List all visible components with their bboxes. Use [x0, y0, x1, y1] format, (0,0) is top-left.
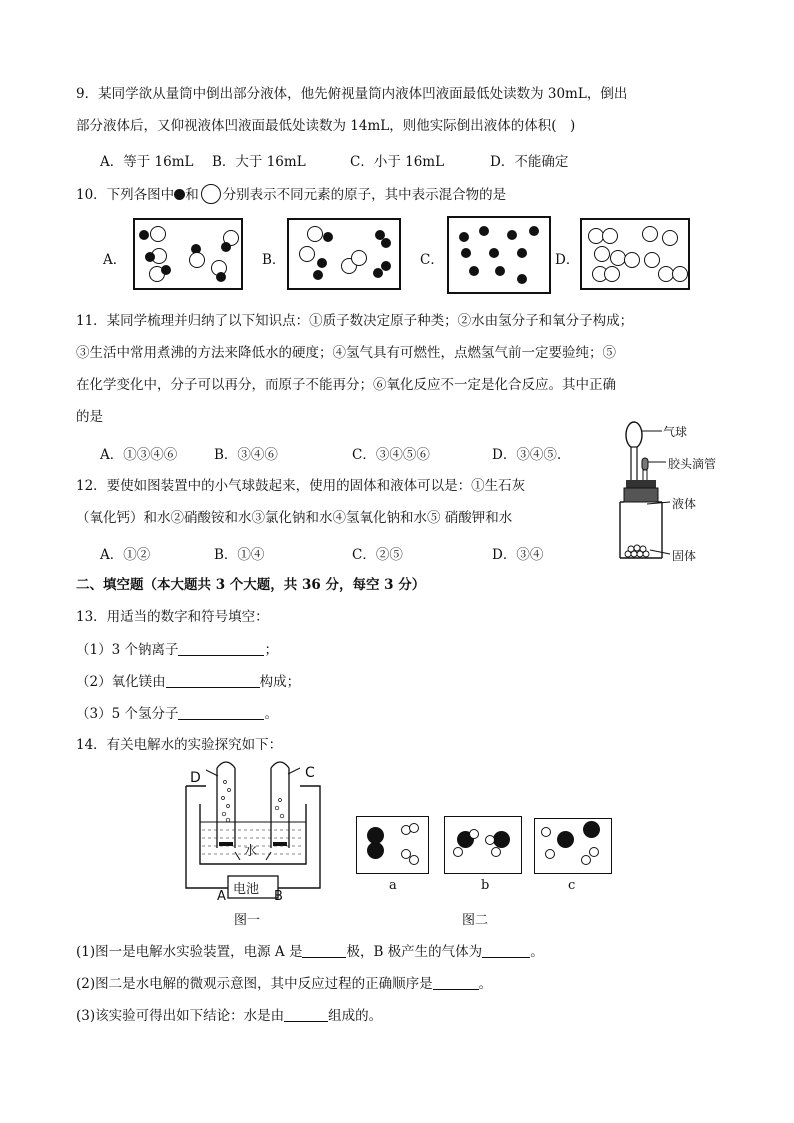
q12-option-a: A．①② [100, 547, 151, 563]
hollow-atom-icon [189, 252, 205, 268]
micro-box-c [534, 818, 612, 874]
oxygen-atom-icon [583, 821, 600, 838]
hydrogen-atom-icon [485, 835, 495, 845]
filled-atom-icon [495, 266, 505, 276]
q13-item2-text: （2）氧化镁由 [76, 674, 166, 690]
terminal-a-label: A [217, 889, 226, 904]
hydrogen-atom-icon [409, 823, 419, 833]
filled-atom-icon [381, 261, 391, 271]
q14-sub1-text-b: 极，B 极产生的气体为 [346, 944, 483, 960]
q14-sub1 [76, 943, 544, 960]
q11-line4: 的是 [76, 409, 103, 425]
filled-atom-icon [216, 272, 226, 282]
q9-option-b: B．大于 16mL [212, 154, 306, 170]
q11-option-b: B．③④⑥ [214, 447, 278, 463]
terminal-b-label: B [274, 889, 283, 904]
q10-stem-b: 和 [185, 187, 199, 203]
q13-stem: 13．用适当的数字和符号填空： [76, 609, 269, 625]
q13-item1-punct: ； [264, 642, 278, 658]
oxygen-atom-icon [493, 831, 510, 848]
answer-blank[interactable] [302, 943, 346, 958]
filled-atom-icon [161, 265, 171, 275]
q11-line1: 11．某同学梳理并归纳了以下知识点：①质子数决定原子种类；②水由氢分子和氧分子构成； [76, 313, 634, 329]
hollow-atom-icon [351, 250, 367, 266]
q13-item2 [76, 673, 300, 690]
figure2-caption: 图二 [462, 913, 489, 928]
q14-sub2-text-b: 。 [478, 976, 493, 992]
q10-box-c [447, 216, 551, 294]
hydrogen-atom-icon [491, 847, 501, 857]
electrode-c-label: C [305, 765, 315, 781]
q13-item3 [76, 705, 278, 722]
filled-atom-icon [145, 252, 155, 262]
water-label: 水 [244, 844, 258, 859]
q10-label-b: B． [262, 252, 286, 268]
q10-box-a [133, 218, 243, 290]
answer-blank[interactable] [284, 1007, 328, 1022]
hollow-atom-icon [604, 266, 620, 282]
filled-atom-icon [313, 270, 323, 280]
q14-sub3 [76, 1007, 382, 1024]
q14-sub1-text-a: (1)图一是电解水实验装置，电源 A 是 [76, 944, 303, 960]
electrode-d-label: D [190, 770, 201, 786]
hydrogen-atom-icon [589, 847, 599, 857]
hydrogen-atom-icon [545, 849, 555, 859]
section-heading: 二、填空题（本大题共 3 个大题，共 36 分，每空 3 分） [76, 577, 426, 593]
hollow-atom-icon [644, 252, 660, 268]
battery-label: 电池 [233, 882, 260, 897]
q10-label-d: D． [555, 252, 580, 268]
hydrogen-atom-icon [453, 847, 463, 857]
filled-atom-icon [469, 266, 479, 276]
answer-blank[interactable] [178, 705, 264, 720]
micro-label-a: a [389, 878, 397, 893]
balloon-apparatus-figure [600, 418, 740, 568]
oxygen-atom-icon [557, 831, 574, 848]
q14-stem: 14．有关电解水的实验探究如下： [76, 737, 283, 753]
filled-atom-icon [529, 226, 539, 236]
q11-line3: 在化学变化中，分子可以再分，而原子不能再分；⑥氧化反应不一定是化合反应。其中正确 [76, 377, 616, 393]
filled-atom-icon [174, 189, 185, 200]
q9-line2: 部分液体后，又仰视液体凹液面最低处读数为 14mL，则他实际倒出液体的体积( ) [76, 118, 576, 134]
filled-atom-icon [221, 242, 231, 252]
filled-atom-icon [517, 248, 527, 258]
q11-option-a: A．①③④⑥ [100, 447, 178, 463]
filled-atom-icon [489, 248, 499, 258]
hollow-atom-icon [201, 184, 221, 204]
filled-atom-icon [461, 248, 471, 258]
q11-option-d: D．③④⑤. [492, 447, 562, 463]
filled-atom-icon [381, 238, 391, 248]
q9-line1: 9．某同学欲从量筒中倒出部分液体，他先俯视量筒内液体凹液面最低处读数为 30mL，倒出 [76, 86, 628, 102]
answer-blank[interactable] [433, 975, 479, 990]
solid-label: 固体 [672, 549, 697, 563]
q13-item3-text: （3）5 个氢分子 [76, 706, 179, 722]
hydrogen-atom-icon [581, 855, 591, 865]
micro-label-b: b [481, 878, 490, 893]
q10-stem-a: 10．下列各图中 [76, 187, 175, 203]
hydrogen-atom-icon [409, 855, 419, 865]
hollow-atom-icon [602, 228, 618, 244]
filled-atom-icon [317, 258, 327, 268]
oxygen-atom-icon [367, 842, 384, 859]
q10-label-a: A． [103, 252, 127, 268]
hollow-atom-icon [299, 246, 315, 262]
hydrogen-atom-icon [469, 829, 479, 839]
liquid-label: 液体 [672, 497, 697, 511]
q10-box-b [287, 218, 401, 290]
q9-option-a: A．等于 16mL [100, 154, 194, 170]
q10-box-d [580, 218, 690, 290]
balloon-label: 气球 [663, 425, 688, 439]
filled-atom-icon [479, 226, 489, 236]
answer-blank[interactable] [482, 943, 530, 958]
q10-stem-c: 分别表示不同元素的原子，其中表示混合物的是 [222, 187, 507, 203]
micro-box-b [444, 816, 522, 874]
q12-option-d: D．③④ [492, 547, 544, 563]
q13-item1 [76, 641, 278, 658]
q9-option-c: C．小于 16mL [350, 154, 445, 170]
q12-option-c: C．②⑤ [352, 547, 403, 563]
q13-item1-text: （1）3 个钠离子 [76, 642, 179, 658]
filled-atom-icon [139, 230, 149, 240]
hollow-atom-icon [594, 246, 610, 262]
hollow-atom-icon [307, 226, 323, 242]
hollow-atom-icon [662, 230, 678, 246]
q14-sub2 [76, 975, 492, 992]
hollow-atom-icon [672, 266, 688, 282]
q14-sub2-text-a: (2)图二是水电解的微观示意图，其中反应过程的正确顺序是 [76, 976, 433, 992]
q13-item2-punct: 构成； [259, 674, 301, 690]
hollow-atom-icon [642, 226, 658, 242]
hollow-atom-icon [150, 226, 166, 242]
answer-blank[interactable] [178, 641, 264, 656]
q9-option-d: D．不能确定 [490, 154, 569, 170]
hydrogen-atom-icon [541, 827, 551, 837]
q10-stem [76, 184, 506, 204]
q11-option-c: C．③④⑤⑥ [352, 447, 430, 463]
filled-atom-icon [323, 232, 333, 242]
q12-line1: 12．要使如图装置中的小气球鼓起来，使用的固体和液体可以是：①生石灰 [76, 478, 526, 494]
micro-label-c: c [568, 878, 576, 893]
micro-box-a [356, 816, 429, 874]
q11-line2: ③生活中常用煮沸的方法来降低水的硬度；④氢气具有可燃性，点燃氢气前一定要验纯；⑤ [76, 345, 616, 361]
hollow-atom-icon [624, 252, 640, 268]
filled-atom-icon [459, 232, 469, 242]
q13-item3-punct: 。 [264, 706, 278, 722]
q14-sub3-text-b: 组成的。 [328, 1008, 383, 1024]
q14-sub1-text-c: 。 [530, 944, 544, 960]
answer-blank[interactable] [166, 673, 260, 688]
filled-atom-icon [517, 274, 527, 284]
q12-option-b: B．①④ [214, 547, 265, 563]
q14-sub3-text-a: (3)该实验可得出如下结论：水是由 [76, 1008, 285, 1024]
q10-label-c: C． [420, 252, 444, 268]
dropper-label: 胶头滴管 [668, 457, 717, 471]
filled-atom-icon [507, 230, 517, 240]
q12-line2: （氧化钙）和水②硝酸铵和水③氯化钠和水④氢氧化钠和水⑤ 硝酸钾和水 [76, 510, 513, 526]
figure1-caption: 图一 [234, 913, 261, 928]
